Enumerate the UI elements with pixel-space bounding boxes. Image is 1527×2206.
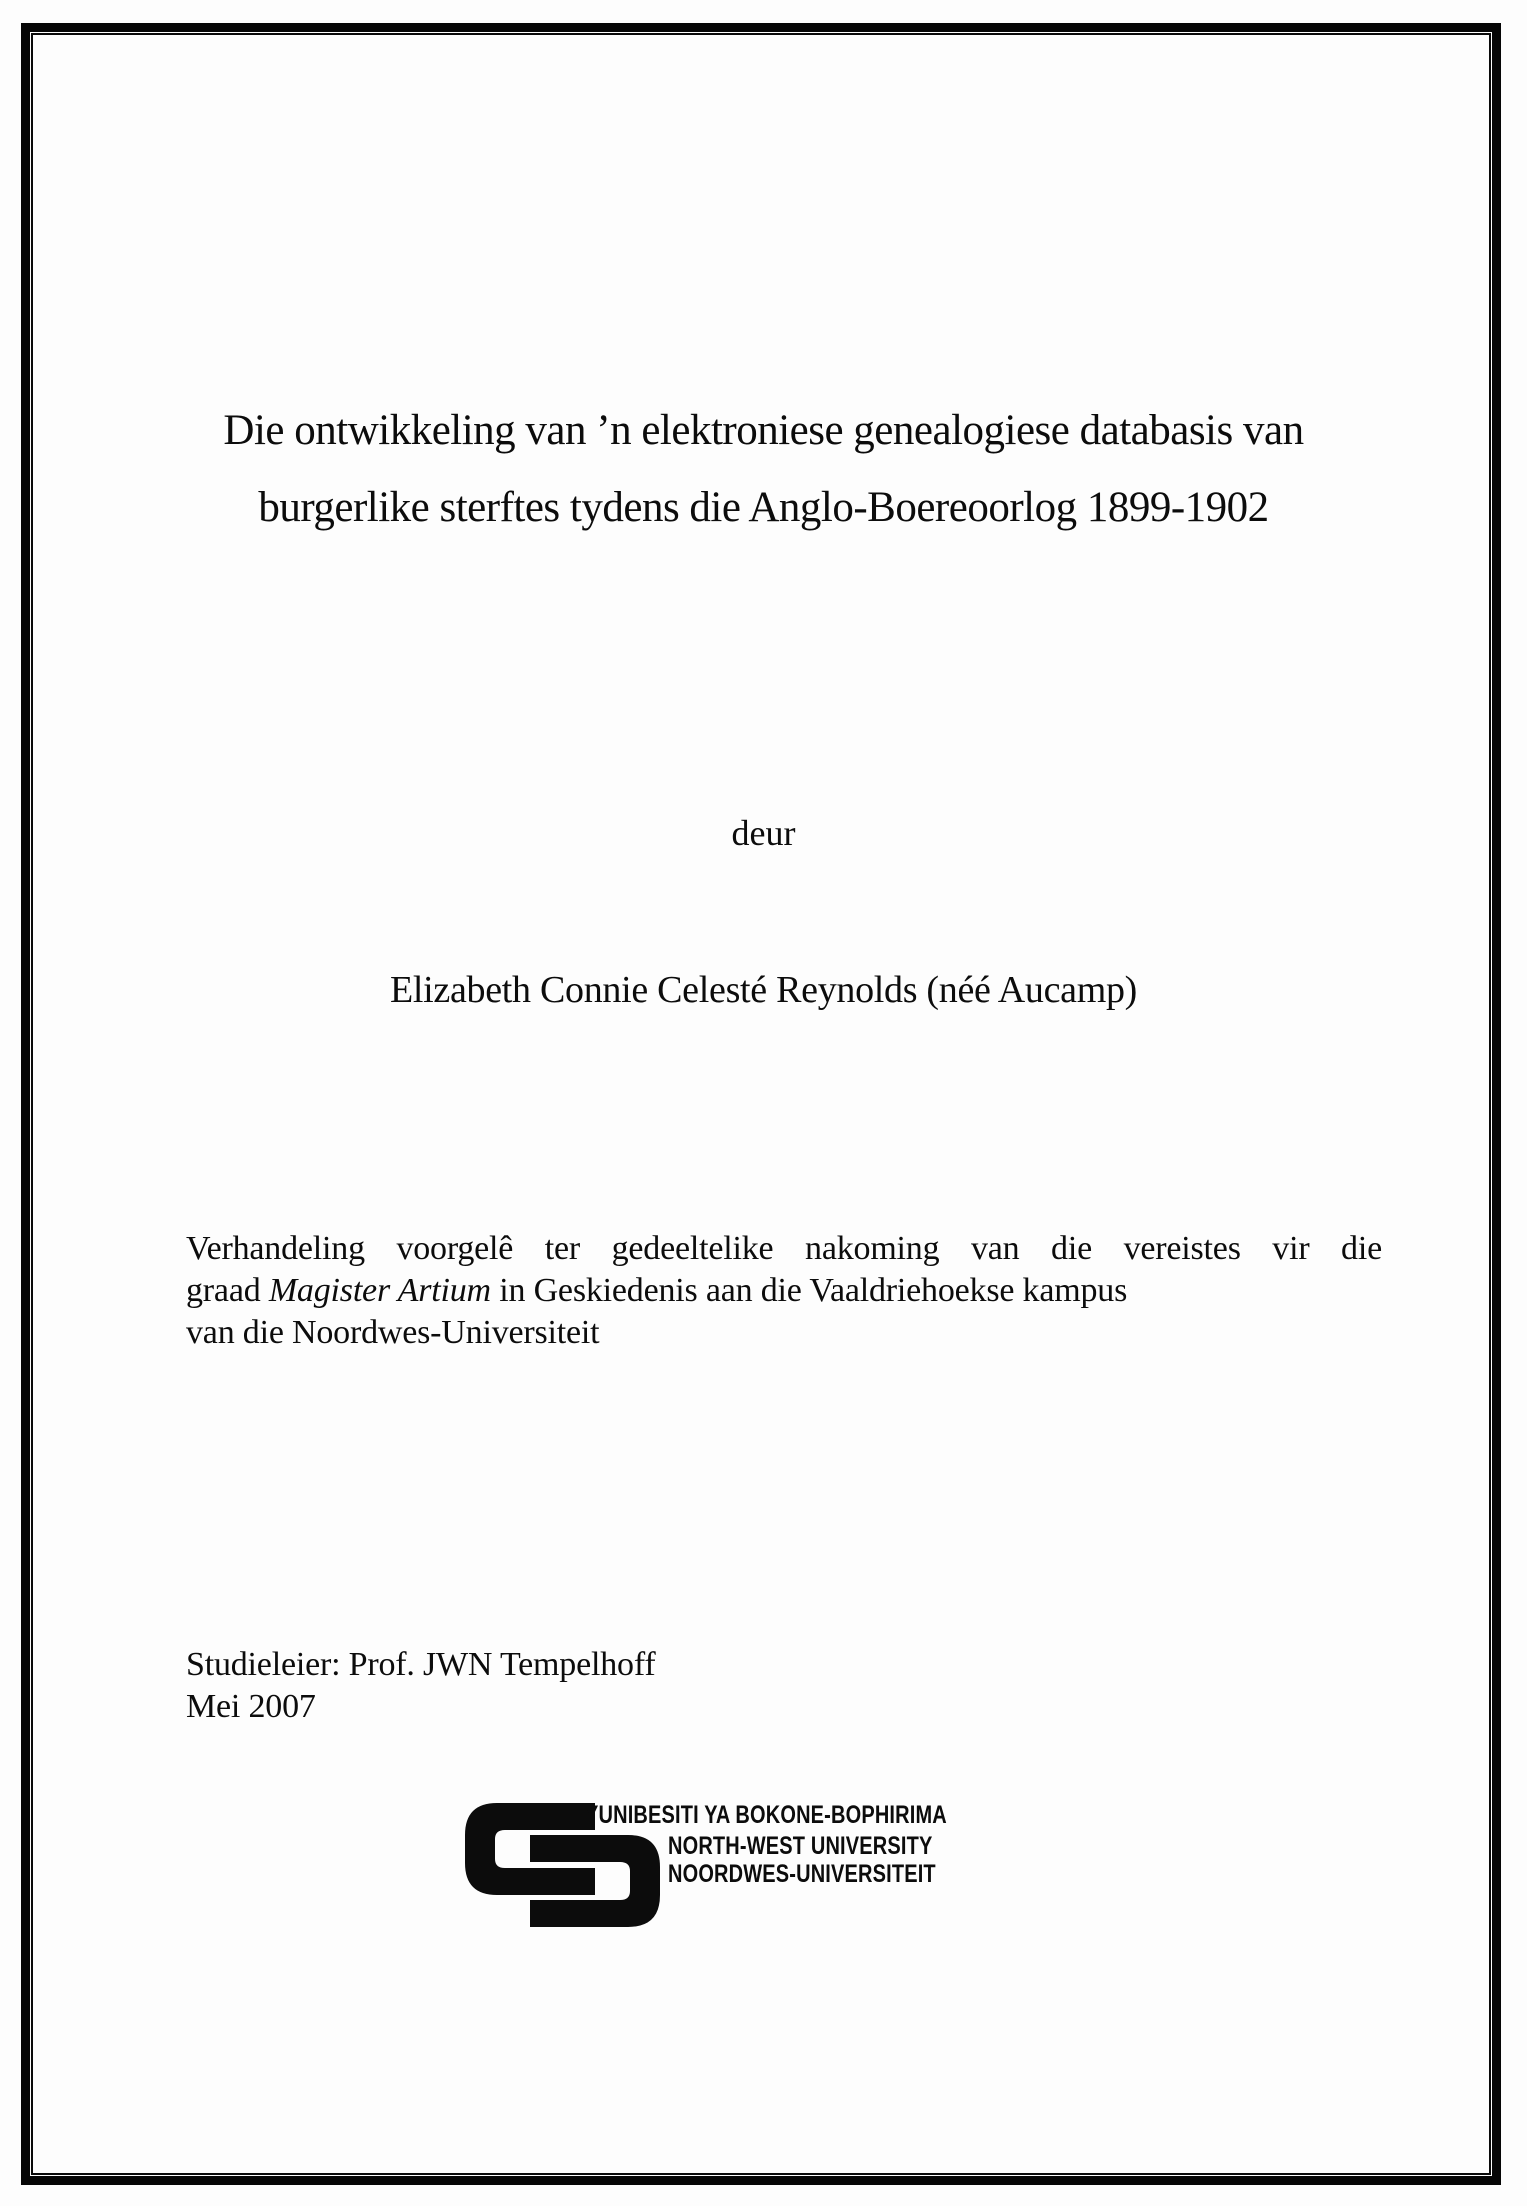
submission-statement [186,1228,1382,1354]
author-name: Elizabeth Connie Celesté Reynolds (néé Aucamp) [389,969,1138,1011]
byline-deur: deur [731,813,796,853]
logo-text-line1: YUNIBESITI YA BOKONE-BOPHIRIMA [585,1801,947,1829]
submission-line2-pre: graad [186,1272,269,1309]
logo-text-line3: NOORDWES-UNIVERSITEIT [668,1860,936,1888]
submission-line3: van die Noordwes-Universiteit [186,1314,600,1351]
logo-text-line2: NORTH-WEST UNIVERSITY [668,1832,933,1860]
thesis-title-line1: Die ontwikkeling van ’n elektroniese genealogiese databasis van [223,407,1304,454]
thesis-title-line2: burgerlike sterftes tydens die Anglo-Boereoorlog 1899-1902 [258,484,1269,531]
degree-name: Magister Artium [268,1272,491,1309]
supervisor-block [186,1644,655,1728]
submission-line1: Verhandeling voorgelê ter gedeeltelike nakoming van die vereistes vir die [186,1230,1382,1267]
supervisor-line: Studieleier: Prof. JWN Tempelhoff [186,1646,656,1683]
submission-line2-post: in Geskiedenis aan die Vaaldriehoekse kampus [490,1272,1128,1309]
date-line: Mei 2007 [186,1688,316,1725]
thesis-title [124,392,1404,546]
submission-line2 [186,1270,1382,1312]
